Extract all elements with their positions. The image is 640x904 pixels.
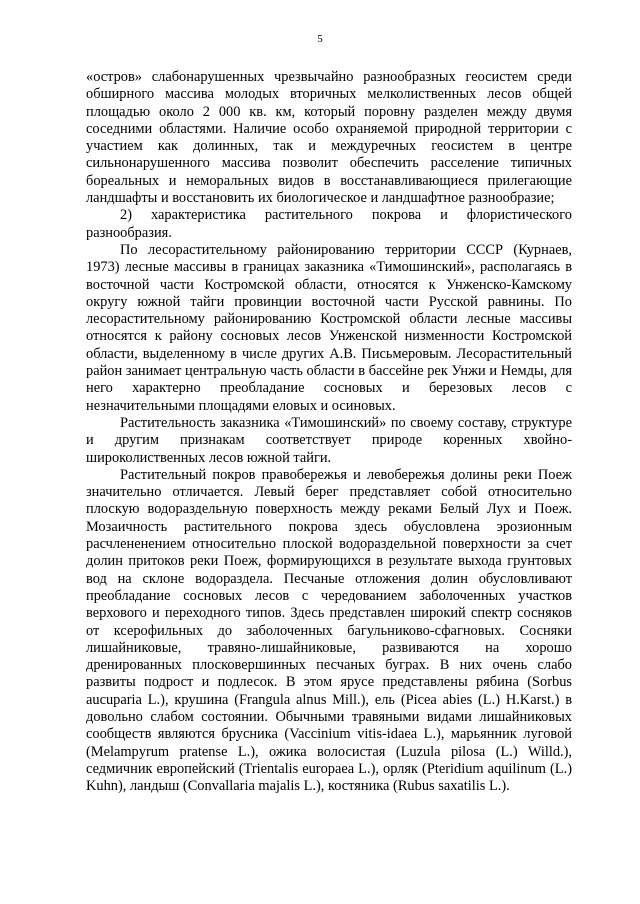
- paragraph-2: 2) характеристика растительного покрова и флористического разнообразия.: [86, 207, 572, 241]
- paragraph-1: «остров» слабонарушенных чрезвычайно разнообразных геосистем среди обширного массива молодых вторичных мелколиственных лесов общей площадью около 2 000 кв. км, который поровну разделен между двумя соседними областями. Наличие особо охраняемой природной территории с участием как долинных, так и междуречных геосистем в центре сильнонарушенного массива позволит обеспечить расселение типичных бореальных и неморальных видов в восстанавливающиеся прилегающие ландшафты и восстановить их биологическое и ландшафтное разнообразие;: [86, 69, 572, 207]
- document-body: [86, 69, 572, 795]
- paragraph-5: Растительный покров правобережья и левобережья долины реки Поеж значительно отличается. Левый берег представляет собой относительно плоскую водораздельную поверхность между реками Белый Лух и Поеж. Мозаичность растительного покрова здесь обусловлена эрозионным расчлененением относительно плоской водораздельной поверхности за счет долин притоков реки Поеж, формирующихся в результате выхода грунтовых вод на склоне водораздела. Песчаные отложения долин обусловливают преобладание сосновых лесов с чередованием заболоченных участков верхового и переходного типов. Здесь представлен широкий спектр сосняков от ксерофильных до заболоченных багульниково-сфагновых. Сосняки лишайниковые, травяно-лишайниковые, развиваются на хорошо дренированных плосковершинных песчаных буграх. В них очень слабо развиты подрост и подлесок. В этом ярусе представлены рябина (Sorbus aucuparia L.), крушина (Frangula alnus Mill.), ель (Picea abies (L.) H.Karst.) в довольно слабом состоянии. Обычными травяными видами лишайниковых сообществ являются брусника (Vaccinium vitis-idaea L.), марьянник луговой (Melampyrum pratense L.), ожика волосистая (Luzula pilosa (L.) Willd.), седмичник европейский (Trientalis europaea L.), орляк (Pteridium aquilinum (L.) Kuhn), ландыш (Convallaria majalis L.), костяника (Rubus saxatilis L.).: [86, 466, 572, 795]
- paragraph-4: Растительность заказника «Тимошинский» по своему составу, структуре и другим признакам соответствует природе коренных хвойно-широколиственных лесов южной тайги.: [86, 414, 572, 466]
- paragraph-3: По лесорастительному районированию территории СССР (Курнаев, 1973) лесные массивы в границах заказника «Тимошинский», располагаясь в восточной части Костромской области, относятся к Унженско-Камскому округу южной тайги провинции восточной части Русской равнины. По лесорастительному районированию Костромской области лесные массивы относятся к району сосновых лесов Унженской низменности Костромской области, выделенному в числе других А.В. Письмеровым. Лесорастительный район занимает центральную часть области в бассейне рек Унжи и Немды, для него характерно преобладание сосновых и березовых лесов с незначительными площадями еловых и осиновых.: [86, 241, 572, 414]
- page-number: 5: [317, 33, 323, 45]
